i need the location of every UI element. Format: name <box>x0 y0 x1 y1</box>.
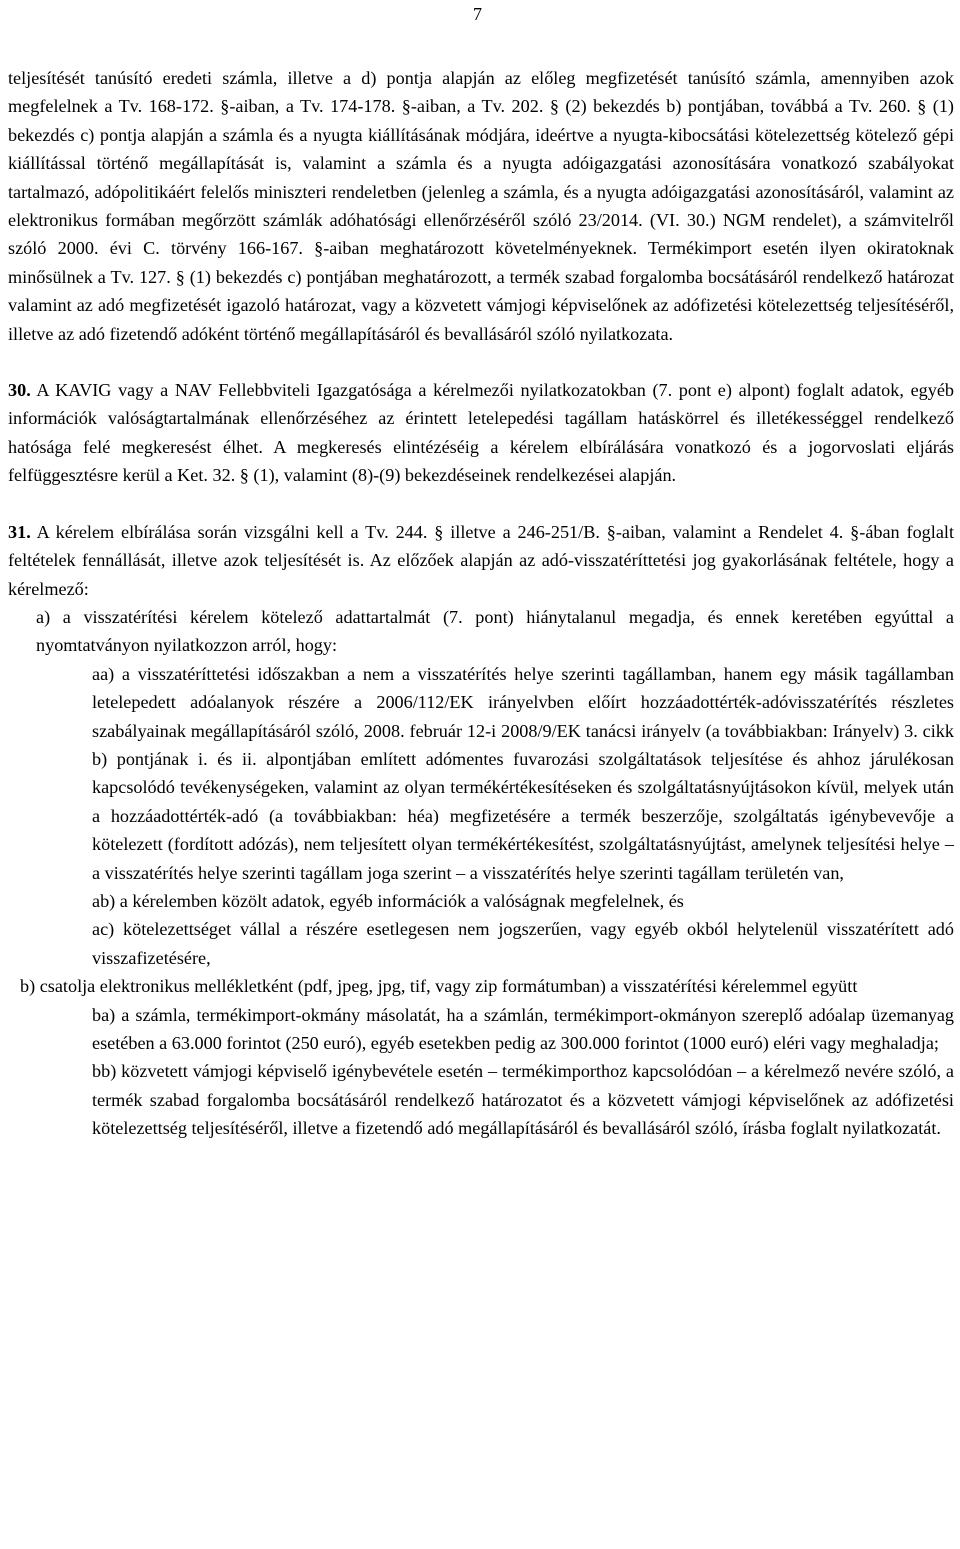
paragraph-30-text: A KAVIG vagy a NAV Fellebbviteli Igazgatósága a kérelmezői nyilatkozatokban (7. pont e) alpont) foglalt adatok, egyéb információk valóságtartalmának ellenőrzéséhez az érintett letelepedési tagállam hatáskörrel és illetékességgel rendelkező hatósága felé megkeresést élhet. A megkeresés elintézéséig a kérelem elbírálására vonatkozó és a jogorvoslati eljárás felfüggesztésre kerül a Ket. 32. § (1), valamint (8)-(9) bekezdéseinek rendelkezései alapján. <box>8 380 954 486</box>
list-item-ba: ba) a számla, termékimport-okmány másolatát, ha a számlán, termékimport-okmányon szereplő adóalap üzemanyag esetében a 63.000 forintot (250 euró), egyéb esetekben pedig az 300.000 forintot (1000 euró) eléri vagy meghaladja; <box>92 1004 954 1053</box>
paragraph-31-number: 31. <box>8 521 31 542</box>
document-body <box>8 64 954 1143</box>
paragraph-gap <box>8 348 954 376</box>
list-item-ac: ac) kötelezettséget vállal a részére esetlegesen nem jogszerűen, vagy egyéb okból helytelenül visszatérített adó visszafizetésére, <box>92 919 954 968</box>
list-item-b: b) csatolja elektronikus mellékletként (pdf, jpeg, jpg, tif, vagy zip formátumban) a visszatérítési kérelemmel együtt <box>20 976 858 997</box>
list-item-bb: bb) közvetett vámjogi képviselő igénybevétele esetén – termékimporthoz kapcsolódóan – a kérelmező nevére szóló, a termék szabad forgalomba bocsátásáról rendelkező határozatot és a közvetett vámjogi képviselőnek az adófizetési kötelezettség teljesítéséről, illetve a fizetendő adó megállapításáról és bevallásáról szóló, írásba foglalt nyilatkozatát. <box>92 1061 954 1139</box>
list-item-aa: aa) a visszatéríttetési időszakban a nem a visszatérítés helye szerinti tagállamban, hanem egy másik tagállamban letelepedett adóalanyok részére a 2006/112/EK irányelvben előírt hozzáadottérték-adóvisszatérítés részletes szabályainak megállapításáról szóló, 2008. február 12-i 2008/9/EK tanácsi irányelv (a továbbiakban: Irányelv) 3. cikk b) pontjának i. és ii. alpontjában említett adómentes fuvarozási szolgáltatások teljesítése és ahhoz járulékosan kapcsolódó tevékenységeken, valamint az olyan termékértékesítéseken és szolgáltatásnyújtásokon kívül, melyek után a hozzáadottérték-adó (a továbbiakban: héa) megfizetésére a termék beszerzője, szolgáltatás igénybevevője a kötelezett (fordított adózás), nem teljesített olyan termékértékesítést, szolgáltatásnyújtást, amelynek teljesítési helye – a visszatérítés helye szerinti tagállam joga szerint – a visszatérítés helye szerinti tagállam területén van, <box>92 663 954 883</box>
list-item-a: a) a visszatérítési kérelem kötelező adattartalmát (7. pont) hiánytalanul megadja, és ennek keretében egyúttal a nyomtatványon nyilatkozzon arról, hogy: <box>36 606 954 656</box>
paragraph-30-number: 30. <box>8 380 31 401</box>
list-item-ab: ab) a kérelemben közölt adatok, egyéb információk a valóságnak megfelelnek, és <box>92 890 684 911</box>
paragraph-31 <box>8 518 954 603</box>
paragraph-30 <box>8 376 954 490</box>
paragraph-gap <box>8 490 954 518</box>
paragraph-continuation: teljesítését tanúsító eredeti számla, illetve a d) pontja alapján az előleg megfizetését tanúsító számla, amennyiben azok megfelelnek a Tv. 168-172. §-aiban, a Tv. 174-178. §-aiban, a Tv. 202. § (2) bekezdés b) pontjában, továbbá a Tv. 260. § (1) bekezdés c) pontja alapján a számla és a nyugta kiállításának módjára, ideértve a nyugta-kibocsátási kötelezettség kötelező gépi kiállítással történő megállapítását is, valamint a számla és a nyugta adóigazgatási azonosítására vonatkozó szabályokat tartalmazó, adópolitikáért felelős miniszteri rendeletben (jelenleg a számla, és a nyugta adóigazgatási azonosításáról, valamint az elektronikus formában megőrzött számlák adóhatósági ellenőrzéséről szóló 23/2014. (VI. 30.) NGM rendelet), a számvitelről szóló 2000. évi C. törvény 166-167. §-aiban meghatározott követelményeknek. Termékimport esetén ilyen okiratoknak minősülnek a Tv. 127. § (1) bekezdés c) pontjában meghatározott, a termék szabad forgalomba bocsátásáról rendelkező határozat valamint az adó megfizetését igazoló határozat, vagy a közvetett vámjogi képviselőnek az adófizetési kötelezettség teljesítéséről, illetve az adó fizetendő adóként történő megállapításáról és bevallásáról szóló nyilatkozata. <box>8 68 954 344</box>
page-number: 7 <box>473 4 482 24</box>
paragraph-31-text: A kérelem elbírálása során vizsgálni kell a Tv. 244. § illetve a 246-251/B. §-aiban, valamint a Rendelet 4. §-ában foglalt feltételek fennállását, illetve azok teljesítését is. Az előzőek alapján az adó-visszatéríttetési jog gyakorlásának feltétele, hogy a kérelmező: <box>8 521 954 599</box>
